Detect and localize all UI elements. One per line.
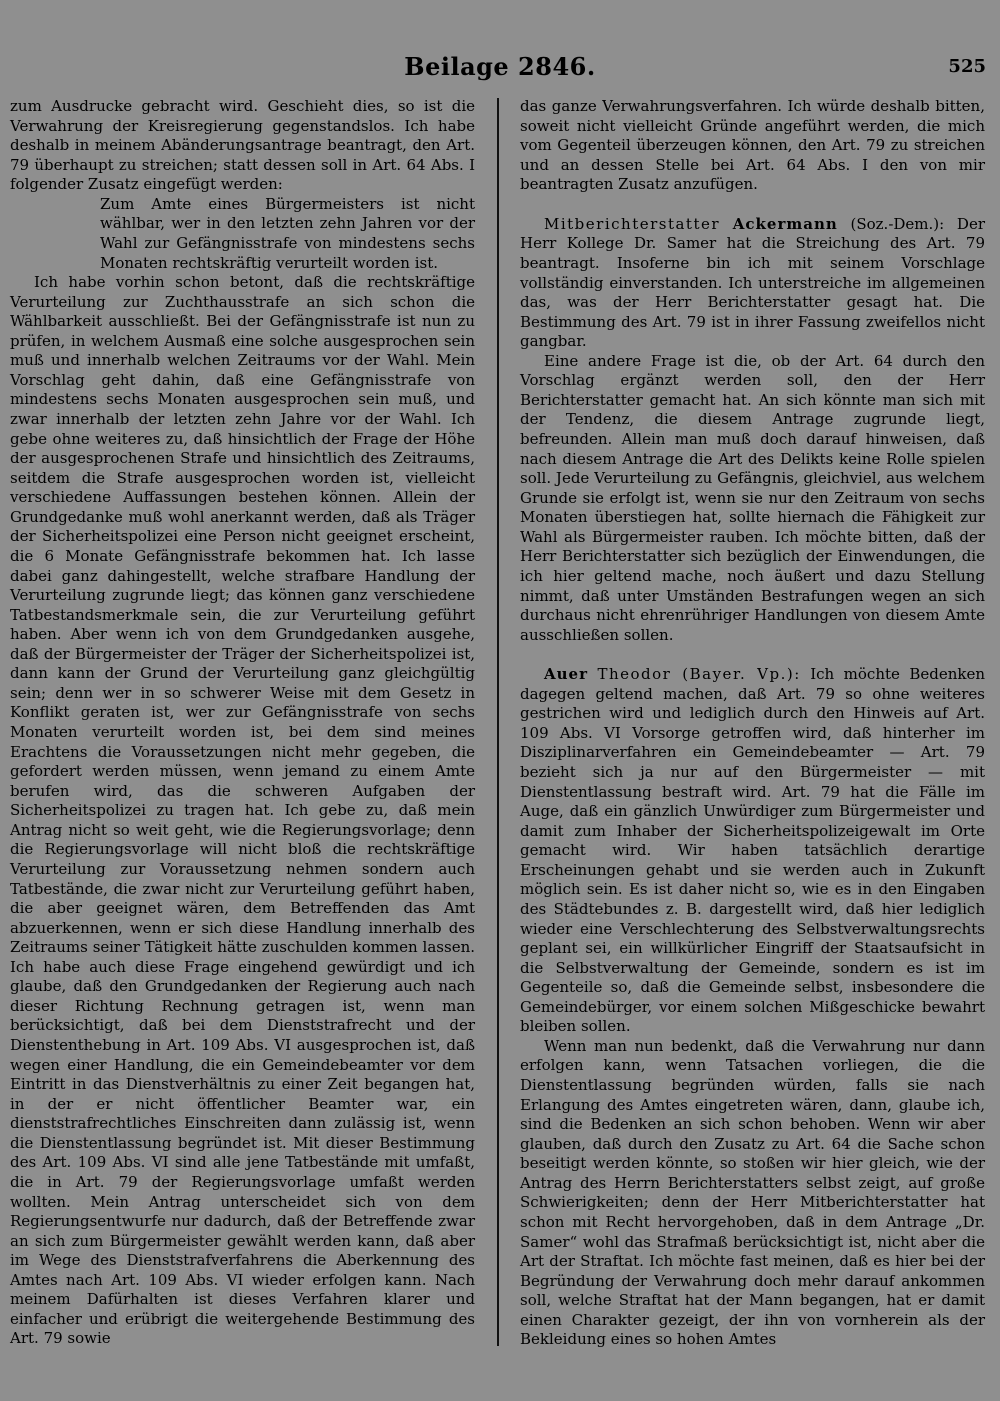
section-gap (520, 195, 985, 215)
paragraph: das ganze Verwahrungsverfahren. Ich würde deshalb bitten, soweit nicht vielleicht Gründe angeführt werden, die mich vom Gegenteil überzeugen können, den Art. 79 zu streichen und an dessen Stelle bei Art. 64 Abs. I den von mir beantragten Zusatz anzufügen. (520, 97, 985, 194)
speaker-role: Theodor (Bayer. Vp.): (597, 665, 801, 684)
speaker-role: Mitberichterstatter (544, 214, 721, 233)
section-gap (520, 645, 985, 665)
left-column (10, 97, 475, 1349)
speaker-paragraph (520, 215, 985, 352)
paragraph: Wenn man nun bedenkt, daß die Verwahrung nur dann erfolgen kann, wenn Tatsachen vorliegen, die die Dienstentlassung begründen würden, falls sie nach Erlangung des Amtes eingetreten wären, dann, glaube ich, sind die Bedenken an sich schon behoben. Wenn wir aber glauben, daß durch den Zusatz zu Art. 64 die Sache schon beseitigt werden könnte, so stoßen wir hier gleich, wie der Antrag des Herrn Berichterstatters selbst zeigt, auf große Schwierigkeiten; denn der Herr Mitberichterstatter hat schon mit Recht hervorgehoben, daß in dem Antrage „Dr. Samer“ wohl das Strafmaß berücksichtigt ist, nicht aber die Art der Straftat. Ich möchte fast meinen, daß es hier bei der Begründung der Verwahrung doch mehr darauf ankommen soll, welche Straftat hat der Mann begangen, hat er damit einen Charakter gezeigt, der ihn von vornherein als der Bekleidung eines so hohen Amtes (520, 1036, 985, 1349)
quoted-amendment: Zum Amte eines Bürgermeisters ist nicht wählbar, wer in den letzten zehn Jahren vor der Wahl zur Gefängnisstrafe von mindestens sechs Monaten rechtskräftig verurteilt worden ist. (100, 194, 475, 272)
paragraph: zum Ausdrucke gebracht wird. Geschieht dies, so ist die Verwahrung der Kreisregierung gegenstandslos. Ich habe deshalb in meinem Abänderungsantrage beantragt, den Art. 79 überhaupt zu streichen; statt dessen soll in Art. 64 Abs. I folgender Zusatz eingefügt werden: (10, 97, 475, 194)
speech-text: Ich möchte Bedenken dagegen geltend machen, daß Art. 79 so ohne weiteres gestrichen wird und lediglich durch den Hinweis auf Art. 109 Abs. VI Vorsorge getroffen wird, daß hinterher im Disziplinarverfahren ein Gemeindebeamter — Art. 79 bezieht sich ja nur auf den Bürgermeister — mit Dienstentlassung bestraft wird. Art. 79 hat die Fälle im Auge, daß ein gänzlich Unwürdiger zum Bürgermeister und damit zum Inhaber der Sicherheitspolizeigewalt im Orte gemacht wird. Wir haben tatsächlich derartige Erscheinungen gehabt und sie werden auch in Zukunft möglich sein. Es ist daher nicht so, wie es in den Eingaben des Städtebundes z. B. dargestellt wird, daß hier lediglich wieder eine Verschlechterung des Selbstverwaltungsrechts geplant sei, ein willkürlicher Eingriff der Staatsaufsicht in die Selbstverwaltung der Gemeinde, sondern es ist im Gegenteile so, daß die Gemeinde selbst, insbesondere die Gemeindebürger, vor einem solchen Mißgeschicke bewahrt bleiben sollen. (520, 665, 985, 1036)
page-number: 525 (948, 56, 986, 77)
speech-text: Der Herr Kollege Dr. Samer hat die Streichung des Art. 79 beantragt. Insoferne bin ich mit seinem Vorschlage vollständig einverstanden. Ich unterstreiche im allgemeinen das, was der Herr Berichterstatter gesagt hat. Die Bestimmung des Art. 79 ist in ihrer Fassung zweifellos nicht gangbar. (520, 214, 985, 351)
page-title: Beilage 2846. (404, 52, 596, 81)
right-column (520, 97, 985, 1350)
paragraph: Eine andere Frage ist die, ob der Art. 64 durch den Vorschlag ergänzt werden soll, den der Herr Berichterstatter gemacht hat. An sich könnte man sich mit der Tendenz, die diesem Antrage zugrunde liegt, befreunden. Allein man muß doch darauf hinweisen, daß nach diesem Antrage die Art des Delikts keine Rolle spielen soll. Jede Verurteilung zu Gefängnis, gleichviel, aus welchem Grunde sie erfolgt ist, wenn sie nur den Zeitraum von sechs Monaten überstiegen hat, sollte hiernach die Fähigkeit zur Wahl als Bürgermeister rauben. Ich möchte bitten, daß der Herr Berichterstatter sich bezüglich der Einwendungen, die ich hier geltend mache, noch äußert und dazu Stellung nimmt, daß unter Umständen Bestrafungen wegen an sich durchaus nicht ehrenrühriger Handlungen von diesem Amte ausschließen sollen. (520, 351, 985, 644)
page-header (0, 52, 1000, 84)
speaker-party: (Soz.-Dem.): (850, 214, 945, 233)
speaker-name: Auer (544, 665, 588, 684)
speaker-paragraph (520, 665, 985, 1037)
column-divider (497, 98, 499, 1346)
speaker-name: Ackermann (732, 214, 838, 233)
paragraph: Ich habe vorhin schon betont, daß die rechtskräftige Verurteilung zur Zuchthausstrafe an sich schon die Wählbarkeit ausschließt. Bei der Gefängnisstrafe ist nun zu prüfen, in welchem Ausmaß eine solche ausgesprochen sein muß und innerhalb welchen Zeitraums vor der Wahl. Mein Vorschlag geht dahin, daß eine Gefängnisstrafe von mindestens sechs Monaten ausgesprochen sein muß, und zwar innerhalb der letzten zehn Jahre vor der Wahl. Ich gebe ohne weiteres zu, daß hinsichtlich der Frage der Höhe der ausgesprochenen Strafe und hinsichtlich des Zeitraums, seitdem die Strafe ausgesprochen worden ist, vielleicht verschiedene Auffassungen bestehen können. Allein der Grundgedanke muß wohl anerkannt werden, daß als Träger der Sicherheitspolizei eine Person nicht geeignet erscheint, die 6 Monate Gefängnisstrafe bekommen hat. Ich lasse dabei ganz dahingestellt, welche strafbare Handlung der Verurteilung zugrunde liegt; das können ganz verschiedene Tatbestandsmerkmale sein, die zur Verurteilung geführt haben. Aber wenn ich von dem Grundgedanken ausgehe, daß der Bürgermeister der Träger der Sicherheitspolizei ist, dann kann der Grund der Verurteilung ganz gleichgültig sein; denn wer in so schwerer Weise mit dem Gesetz in Konflikt geraten ist, wer zur Gefängnisstrafe von sechs Monaten verurteilt worden ist, bei dem sind meines Erachtens die Voraussetzungen nicht mehr gegeben, die gefordert werden müssen, wenn jemand zu einem Amte berufen wird, das die schweren Aufgaben der Sicherheitspolizei zu tragen hat. Ich gebe zu, daß mein Antrag nicht so weit geht, wie die Regierungsvorlage; denn die Regierungsvorlage will nicht bloß die rechtskräftige Verurteilung zur Voraussetzung nehmen sondern auch Tatbestände, die zwar nicht zur Verurteilung geführt haben, die aber geeignet wären, dem Betreffenden das Amt abzuerkennen, wenn er sich diese Handlung innerhalb des Zeitraums seiner Tätigkeit hätte zuschulden kommen lassen. Ich habe auch diese Frage eingehend gewürdigt und ich glaube, daß den Grundgedanken der Regierung auch nach dieser Richtung Rechnung getragen ist, wenn man berücksichtigt, daß bei dem Dienststrafrecht und der Dienstenthebung in Art. 109 Abs. VI ausgesprochen ist, daß wegen einer Handlung, die ein Gemeindebeamter vor dem Eintritt in das Dienstverhältnis zu einer Zeit begangen hat, in der er nicht öffentlicher Beamter war, ein dienststrafrechtliches Einschreiten dann zulässig ist, wenn die Dienstentlassung begründet ist. Mit dieser Bestimmung des Art. 109 Abs. VI sind alle jene Tatbestände mit umfaßt, die in Art. 79 der Regierungsvorlage umfaßt werden wollten. Mein Antrag unterscheidet sich von dem Regierungsentwurfe nur dadurch, daß der Betreffende zwar an sich zum Bürgermeister gewählt werden kann, daß aber im Wege des Dienststrafverfahrens die Aberkennung des Amtes nach Art. 109 Abs. VI wieder erfolgen kann. Nach meinem Dafürhalten ist dieses Verfahren klarer und einfacher und erübrigt die weitergehende Bestimmung des Art. 79 sowie (10, 273, 475, 1348)
